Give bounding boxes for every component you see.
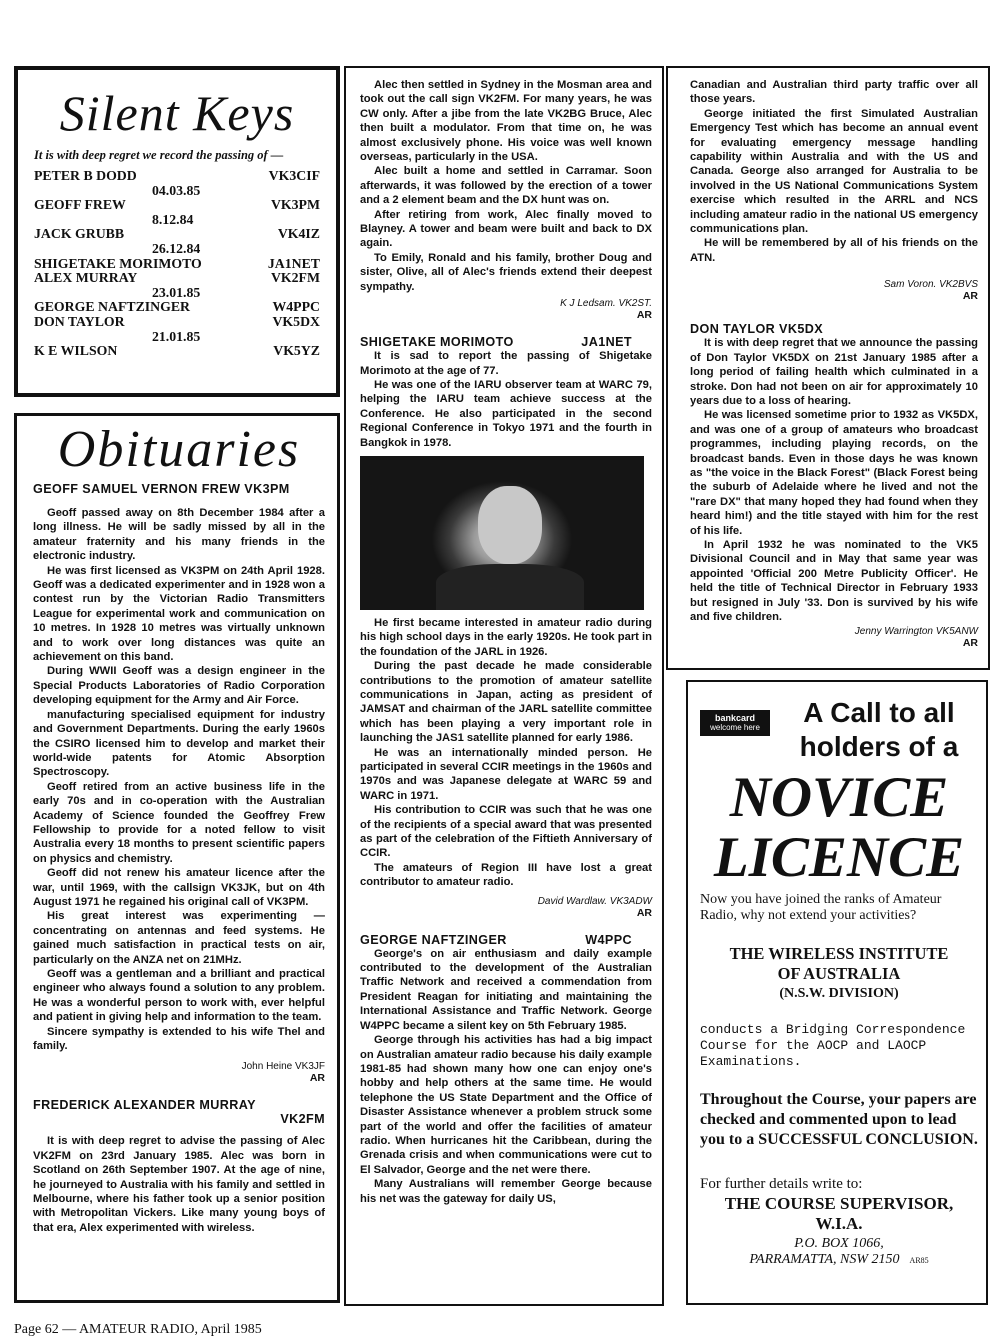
photo-face — [478, 486, 542, 564]
paragraph: His great interest was experimenting — concentrating on antennas and feed systems. He gained much satisfaction in practical tests on air, particularly on the ANZA net on 21MHz. — [33, 910, 325, 966]
paragraph: During WWII Geoff was a design engineer in the Special Products Laboratories of Radio Corporation developing equipment for the Army and Air Force. — [33, 665, 325, 707]
murray-heading: FREDERICK ALEXANDER MURRAY — [33, 1098, 256, 1113]
silent-key-call: JA1NET — [267, 255, 320, 271]
murray-ar: AR — [636, 309, 652, 322]
page-footer: Page 62 — AMATEUR RADIO, April 1985 — [14, 1322, 262, 1337]
silent-key-row — [34, 271, 320, 286]
silent-key-call: VK5YZ — [273, 343, 320, 359]
naftzinger-ar: AR — [962, 290, 978, 303]
novice-licence-ad — [686, 680, 988, 1305]
paragraph: George initiated the first Simulated Australian Emergency Test which has become an annual event for evaluating emergency message handling capability within Australia and with the US and Canada. George also arranged for Australia to be involved in the US National Communications System exercise which resulted in the ARRL and NCS including amateur radio in the national US emergency communications plan. — [690, 107, 978, 236]
morimoto-heading-row — [360, 335, 652, 349]
paragraph: Geoff retired from an active business life in the early 70s and in co-operation with the Australian Academy of Science founded the Geoffrey Frew Fellowship to provide for a noted fellow to visit Australia every 18 months to present scientific papers on physics and chemistry. — [33, 780, 325, 865]
paragraph: Canadian and Australian third party traffic over all those years. — [690, 79, 978, 106]
naftzinger-signature: Sam Voron. VK2BVS — [883, 279, 978, 291]
silent-key-date: 8.12.84 — [152, 211, 194, 227]
paragraph: It is sad to report the passing of Shigetake Morimoto at the age of 77. — [360, 350, 652, 377]
silent-keys-intro: It is with deep regret we record the passing of — — [34, 148, 284, 162]
paragraph: It is with deep regret to advise the passing of Alec VK2FM on 23rd January 1985. Alec was born in Scotland on 26th September 1907. At the age of nine, he journeyed to Australia with his family and settled in Melbourne, where his father took up a senior position with Metropolitan Vickers. Like many young boys of that era, Alex experimented with wireless. — [33, 1135, 325, 1234]
paragraph: Many Australians will remember George because his net was the gateway for daily US, — [360, 1178, 652, 1205]
middle-column — [344, 66, 664, 1306]
paragraph: Geoff did not renew his amateur licence after the war, until 1969, with the callsign VK3JK, but on 4th August 1971 he regained his original call of VK3PM. — [33, 867, 325, 908]
murray-continued — [360, 78, 652, 294]
paragraph: He was first licensed as VK3PM on 24th April 1928. Geoff was a dedicated experimenter and in 1928 won a contest run by the Victorian Radio Transmitters League for experimental work and communication on 10 metres. In 1928 10 metres was virtually unknown and to work over long distances was quite an achievement on this band. — [33, 564, 325, 664]
ad-novice: NOVICE — [729, 766, 949, 829]
silent-key-name: K E WILSON — [34, 343, 118, 359]
silent-key-row — [34, 227, 320, 242]
ad-call-line-2: holders of a — [799, 731, 959, 762]
paragraph: George's on air enthusiasm and daily example contributed to the development of the Australian Traffic Network and received a commendation from President Reagan for initiating and maintaining the International Assistance and Traffic Network. George W4PPC became a silent key on 5th February 1985. — [360, 947, 652, 1032]
silent-key-row — [34, 257, 320, 272]
ad-org-1: THE WIRELESS INSTITUTE — [729, 944, 949, 963]
ad-supervisor-2: W.I.A. — [815, 1214, 863, 1233]
taylor-body — [690, 336, 978, 624]
morimoto-call: JA1NET — [581, 335, 632, 350]
paragraph: It is with deep regret that we announce the passing of Don Taylor VK5DX on 21st January 1985 after a long period of failing health which culminated in a stroke. Don had not been on air for approximately 10 years due to a loss of hearing. — [690, 337, 978, 407]
ad-city-row — [700, 1252, 978, 1268]
morimoto-body-2 — [360, 616, 652, 890]
paragraph: The amateurs of Region III have lost a great contributor to amateur radio. — [360, 861, 652, 889]
silent-key-name: ALEX MURRAY — [34, 270, 138, 286]
ad-throughout: Throughout the Course, your papers are checked and commented upon to lead you to a SUCCESSFUL CONCLUSION. — [700, 1091, 978, 1148]
paragraph: Geoff was a gentleman and a brilliant and practical engineer who always found a solution to any problem. He was a wonderful person to work with, ever helpful and patient in giving help and information to the team. — [33, 968, 325, 1024]
silent-key-row — [34, 300, 320, 315]
silent-key-name: DON TAYLOR — [34, 313, 125, 329]
silent-key-name: JACK GRUBB — [34, 226, 125, 242]
right-column-top — [666, 66, 990, 670]
silent-key-row — [34, 315, 320, 330]
naftzinger-call: W4PPC — [585, 932, 632, 947]
silent-key-name: SHIGETAKE MORIMOTO — [34, 255, 202, 271]
silent-key-date: 21.01.85 — [152, 328, 201, 344]
naftzinger-heading: GEORGE NAFTZINGER — [360, 932, 507, 947]
paragraph: His contribution to CCIR was such that he was one of the recipients of a special award that was presented as part of the celebration of the Fiftieth Anniversary of CCIR. — [360, 804, 652, 860]
paragraph: Alec built a home and settled in Carramar. Soon afterwards, it was followed by the erection of a tower and a 2 element beam and the DX hunt was on. — [360, 165, 652, 207]
paragraph: He was licensed sometime prior to 1932 as VK5DX, and was one of a group of amateurs who broadcast programmes, including playing records, on the broadcast bands. Even in those days he was known as "the voice in the Black Forest" (Black Forest being the suburb of Adelaide where he lived and not the "rare DX" that many hoped they had found when they heard him!) and the title stayed with him for the rest of his life. — [690, 409, 978, 537]
silent-key-call: W4PPC — [272, 299, 320, 315]
morimoto-heading: SHIGETAKE MORIMOTO — [360, 335, 514, 350]
naftzinger-continued — [690, 78, 978, 265]
silent-key-call: VK5DX — [272, 313, 320, 329]
silent-key-call: VK4IZ — [277, 226, 320, 242]
naftzinger-heading-row — [360, 933, 652, 947]
frew-heading: GEOFF SAMUEL VERNON FREW VK3PM — [33, 482, 290, 496]
morimoto-photo — [360, 456, 644, 610]
paragraph: Sincere sympathy is extended to his wife Thel and family. — [33, 1025, 325, 1053]
murray-signature: K J Ledsam. VK2ST. — [560, 298, 652, 310]
ad-course: conducts a Bridging Correspondence Course for the AOCP and LAOCP Examinations. — [700, 1022, 966, 1069]
ad-call — [780, 696, 978, 764]
ad-licence: LICENCE — [713, 826, 965, 889]
paragraph: He will be remembered by all of his friends on the ATN. — [690, 237, 978, 264]
silent-key-date: 26.12.84 — [152, 240, 201, 256]
paragraph: He first became interested in amateur radio during his high school days in the early 1920s. He took part in the foundation of the JARL in 1926. — [360, 616, 652, 658]
silent-key-call: VK2FM — [270, 270, 320, 286]
obituaries-title: Obituaries — [57, 421, 301, 478]
ad-call-line-1: A Call to all — [803, 697, 955, 728]
paragraph: To Emily, Ronald and his family, brother Doug and sister, Olive, all of Alec's friends extend their deepest sympathy. — [360, 251, 652, 293]
taylor-signature: Jenny Warrington VK5ANW — [854, 626, 978, 638]
silent-key-date: 23.01.85 — [152, 284, 201, 300]
naftzinger-body — [360, 947, 652, 1206]
silent-key-row — [34, 169, 320, 184]
silent-key-date: 04.03.85 — [152, 182, 201, 198]
silent-key-row — [34, 198, 320, 213]
silent-key-call: VK3PM — [270, 197, 320, 213]
silent-key-row — [34, 344, 320, 359]
bankcard-logo — [700, 710, 770, 736]
paragraph: After retiring from work, Alec finally moved to Blayney. A tower and beam were built and back to DX again. — [360, 208, 652, 250]
paragraph: Alec then settled in Sydney in the Mosman area and took out the call sign VK2FM. For many years, he was CW only. After a jibe from the late VK2BG Bruce, Alec then built a modulator. From that time on, he was almost exclusively phone. His voice was well known overseas, particularly in the USA. — [360, 79, 652, 164]
ad-supervisor-1: THE COURSE SUPERVISOR, — [724, 1194, 954, 1213]
ad-org-2: OF AUSTRALIA — [777, 964, 901, 983]
paragraph: He was one of the IARU observer team at WARC 79, helping the IARU team achieve success at the Conference. He also participated in the second Regional Conference in Tokyo 1971 and the fourth in Bangkok in 1978. — [360, 378, 652, 449]
ad-org-3: (N.S.W. DIVISION) — [779, 986, 899, 1001]
ad-box: P.O. BOX 1066, — [794, 1236, 884, 1251]
paragraph: During the past decade he made considerable contributions to the promotion of amateur satellite communications in Japan, acting as president of JAMSAT and chairman of the JARL satellite committee which has been playing a very important role in launching the JAS1 satellite planned for early 1986. — [360, 660, 652, 745]
morimoto-body-1 — [360, 349, 652, 450]
murray-call: VK2FM — [280, 1112, 325, 1127]
taylor-ar: AR — [962, 637, 978, 650]
bankcard-welcome: welcome here — [710, 723, 760, 732]
silent-key-name: GEOFF FREW — [34, 197, 126, 213]
paragraph: He was an internationally minded person. He participated in several CCIR meetings in the 1960s and 1970s and was Japanese delegate at WARC 59 and WARC in 1971. — [360, 746, 652, 802]
ad-code: AR85 — [909, 1256, 929, 1265]
photo-suit — [436, 564, 584, 610]
silent-key-call: VK3CIF — [268, 168, 320, 183]
frew-ar: AR — [309, 1072, 325, 1085]
ad-lead: Now you have joined the ranks of Amateur Radio, why not extend your activities? — [700, 892, 942, 923]
silent-keys-title: Silent Keys — [59, 85, 295, 141]
paragraph: Geoff passed away on 8th December 1984 after a long illness. He will be sadly missed by all in the amateur fraternity and his many friends in the electronic industry. — [33, 507, 325, 563]
morimoto-ar: AR — [636, 906, 652, 919]
silent-key-name: PETER B DODD — [34, 168, 137, 183]
morimoto-signature: David Wardlaw. VK3ADW — [537, 895, 652, 907]
frew-body — [33, 506, 325, 1053]
obituaries-box — [14, 413, 340, 1303]
ad-city: PARRAMATTA, NSW 2150 — [749, 1252, 900, 1267]
paragraph: manufacturing specialised equipment for industry and Government Departments. During the early 1960s the CSIRO licensed him to develop and market their world-wide patents for Atomic Absorption Spectroscopy. — [33, 708, 325, 779]
silent-keys-list — [34, 169, 320, 359]
ad-header — [700, 696, 978, 764]
murray-body — [33, 1134, 325, 1235]
frew-signature: John Heine VK3JF — [241, 1061, 325, 1073]
silent-keys-box — [14, 66, 340, 397]
bankcard-text: bankcard — [714, 713, 756, 723]
taylor-heading: DON TAYLOR VK5DX — [690, 322, 824, 337]
paragraph: George through his activities has had a big impact on Australian amateur radio because his daily example 1981-85 had shown many how one can enjoy one's hobby and help others at the same time. He would telephone the US State Department and the Office of Disaster Assistance whenever a problem struck some part of the world and offer the facilities of amateur radio. When hurricanes hit the Caribbean, during the Grenada crisis and when communications were cut to El Salvador, George and the net were there. — [360, 1034, 652, 1176]
ad-further: For further details write to: — [700, 1176, 863, 1192]
silent-key-name: GEORGE NAFTZINGER — [34, 299, 191, 315]
paragraph: In April 1932 he was nominated to the VK5 Divisional Council and in May that same year was appointed 'Official 200 Metre Publicity Officer'. He held the title of Technical Director in February 1933 but resigned in July '33. Don is survived by his wife and five children. — [690, 538, 978, 623]
